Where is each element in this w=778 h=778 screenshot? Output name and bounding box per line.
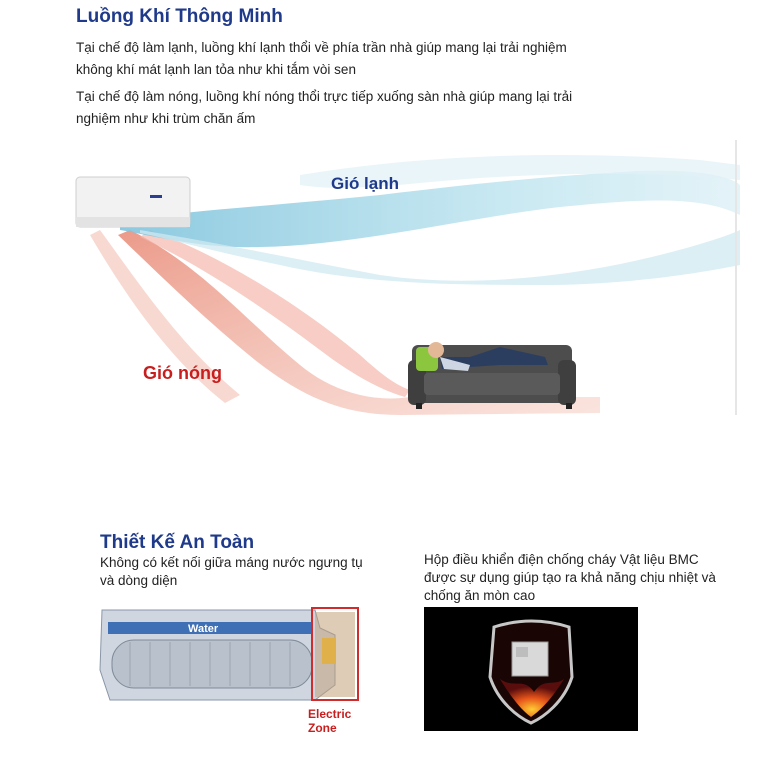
safe-design-description: Không có kết nối giữa máng nước ngưng tụ và dòng diện [100,555,363,588]
control-box-description: Hộp điều khiển điện chống cháy Vật liệu BMC được sự dụng giúp tạo ra khả năng chịu nhiệt và chống ăn mòn cao [424,552,716,603]
shield-icon [424,607,638,731]
section-title-smart-airflow: Luồng Khí Thông Minh [76,6,283,27]
electric-zone-label-line2: Zone [308,721,337,735]
electric-zone-label-line1: Electric [308,707,352,721]
hot-air-label: Gió nóng [143,363,222,383]
water-label: Water [188,623,219,635]
electric-zone-label [308,707,368,735]
section-title-safe-design: Thiết Kế An Toàn [100,532,255,553]
cold-air-label: Gió lạnh [331,174,399,193]
cooling-description: Tại chế độ làm lạnh, luồng khí lạnh thổi về phía trần nhà giúp mang lại trải nghiệm không khí mát lạnh lan tỏa như khi tắm vòi sen [76,40,567,77]
air-conditioner-icon [76,177,190,227]
heating-description: Tại chế độ làm nóng, luồng khí nóng thổi trực tiếp xuống sàn nhà giúp mang lại trải nghiệm như khi trùm chăn ấm [76,89,573,126]
fireproof-box-image [424,607,638,731]
